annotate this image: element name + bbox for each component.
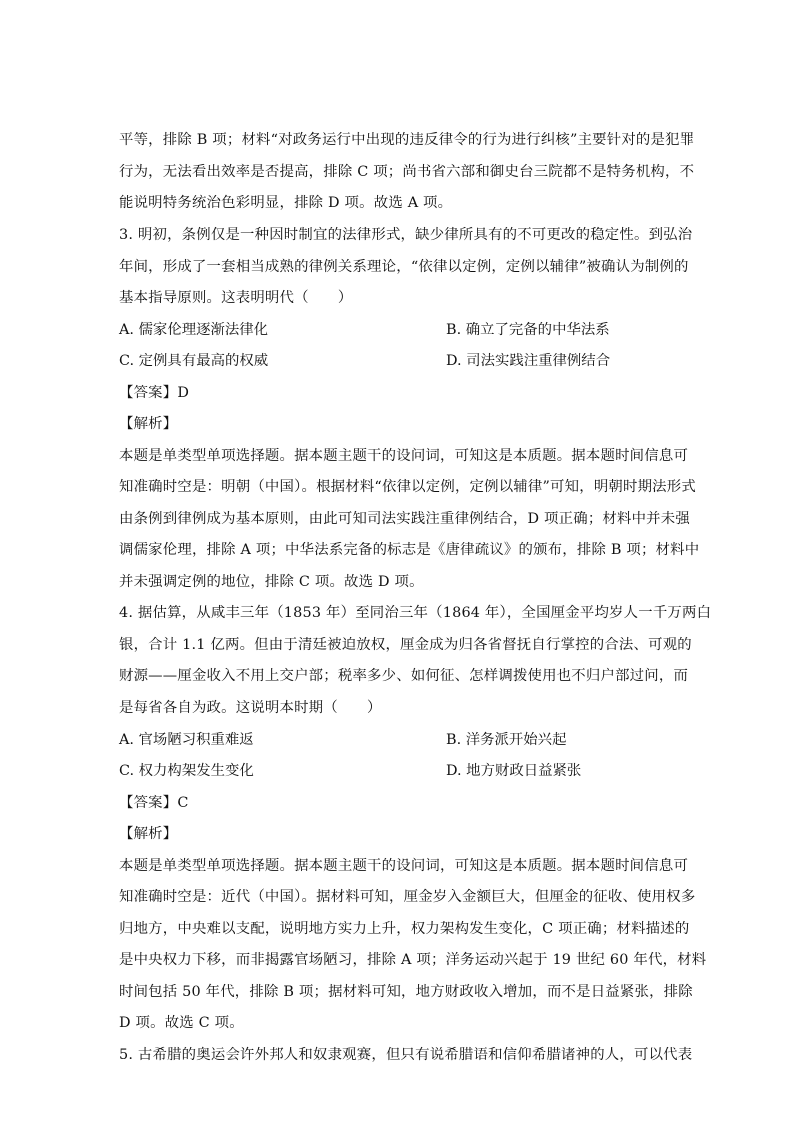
q3-answer: 【答案】D xyxy=(119,385,190,401)
text-line: 平等，排除 B 项；材料“对政务运行中出现的违反律令的行为进行纠核”主要针对的是犯罪 xyxy=(119,132,695,148)
q4-analysis-line: 知准确时空是：近代（中国）。据材料可知，厘金岁入金额巨大，但厘金的征收、使用权多 xyxy=(119,889,696,905)
q4-analysis-line: 时间包括 50 年代，排除 B 项；据材料可知，地方财政收入增加，而不是日益紧张，排除 xyxy=(119,984,693,1000)
q4-option-c: C. 权力构架发生变化 xyxy=(119,763,254,779)
q4-answer: 【答案】C xyxy=(119,795,189,811)
text-line: 行为，无法看出效率是否提高，排除 C 项；尚书省六部和御史台三院都不是特务机构，不 xyxy=(119,164,695,180)
q3-option-b: B. 确立了完备的中华法系 xyxy=(446,322,610,338)
question-4-stem: 财源——厘金收入不用上交户部；税率多少、如何征、怎样调拨使用也不归户部过问，而 xyxy=(119,668,689,684)
q4-option-d: D. 地方财政日益紧张 xyxy=(446,763,582,779)
q3-option-d: D. 司法实践注重律例结合 xyxy=(446,353,611,369)
q4-analysis-title: 【解析】 xyxy=(119,826,178,842)
q3-analysis-line: 知准确时空是：明朝（中国）。根据材料“依律以定例，定例以辅律”可知，明朝时期法形式 xyxy=(119,479,696,495)
q3-option-a: A. 儒家伦理逐渐法律化 xyxy=(119,322,269,338)
q3-option-c: C. 定例具有最高的权威 xyxy=(119,353,269,369)
question-3-stem: 基本指导原则。这表明明代（ ） xyxy=(119,290,353,306)
question-3-stem: 年间，形成了一套相当成熟的律例关系理论，“依律以定例，定例以辅律”被确认为制例的 xyxy=(119,259,689,275)
question-4-stem: 4. 据估算，从咸丰三年（1853 年）至同治三年（1864 年），全国厘金平均岁人一千万两白 xyxy=(119,605,712,621)
question-4-stem: 银，合计 1.1 亿两。但由于清廷被迫放权，厘金成为归各省督抚自行掌控的合法、可观的 xyxy=(119,637,692,653)
q4-analysis-line: 是中央权力下移，而非揭露官场陋习，排除 A 项；洋务运动兴起于 19 世纪 60 年代，材料 xyxy=(119,952,707,968)
question-5-stem: 5. 古希腊的奥运会许外邦人和奴隶观赛，但只有说希腊语和信仰希腊诸神的人，可以代表 xyxy=(119,1047,693,1063)
q3-analysis-line: 本题是单类型单项选择题。据本题主题干的设问词，可知这是本质题。据本题时间信息可 xyxy=(119,448,689,464)
q4-option-a: A. 官场陋习积重难返 xyxy=(119,732,254,748)
q4-analysis-line: 归地方，中央难以支配，说明地方实力上升，权力架构发生变化，C 项正确；材料描述的 xyxy=(119,921,690,937)
question-3-stem: 3. 明初，条例仅是一种因时制宜的法律形式，缺少律所具有的不可更改的稳定性。到弘治 xyxy=(119,227,693,243)
q3-analysis-line: 由条例到律例成为基本原则，由此可知司法实践注重律例结合，D 项正确；材料中并未强 xyxy=(119,511,690,527)
q4-analysis-line: D 项。故选 C 项。 xyxy=(119,1015,244,1031)
q4-option-b: B. 洋务派开始兴起 xyxy=(446,732,567,748)
text-line: 能说明特务统治色彩明显，排除 D 项。故选 A 项。 xyxy=(119,195,453,211)
question-4-stem: 是每省各自为政。这说明本时期（ ） xyxy=(119,700,382,716)
q3-analysis-line: 调儒家伦理，排除 A 项；中华法系完备的标志是《唐律疏议》的颁布，排除 B 项；材料中 xyxy=(119,542,700,558)
q3-analysis-title: 【解析】 xyxy=(119,416,178,432)
q3-analysis-line: 并未强调定例的地位，排除 C 项。故选 D 项。 xyxy=(119,574,424,590)
q4-analysis-line: 本题是单类型单项选择题。据本题主题干的设问词，可知这是本质题。据本题时间信息可 xyxy=(119,858,689,874)
